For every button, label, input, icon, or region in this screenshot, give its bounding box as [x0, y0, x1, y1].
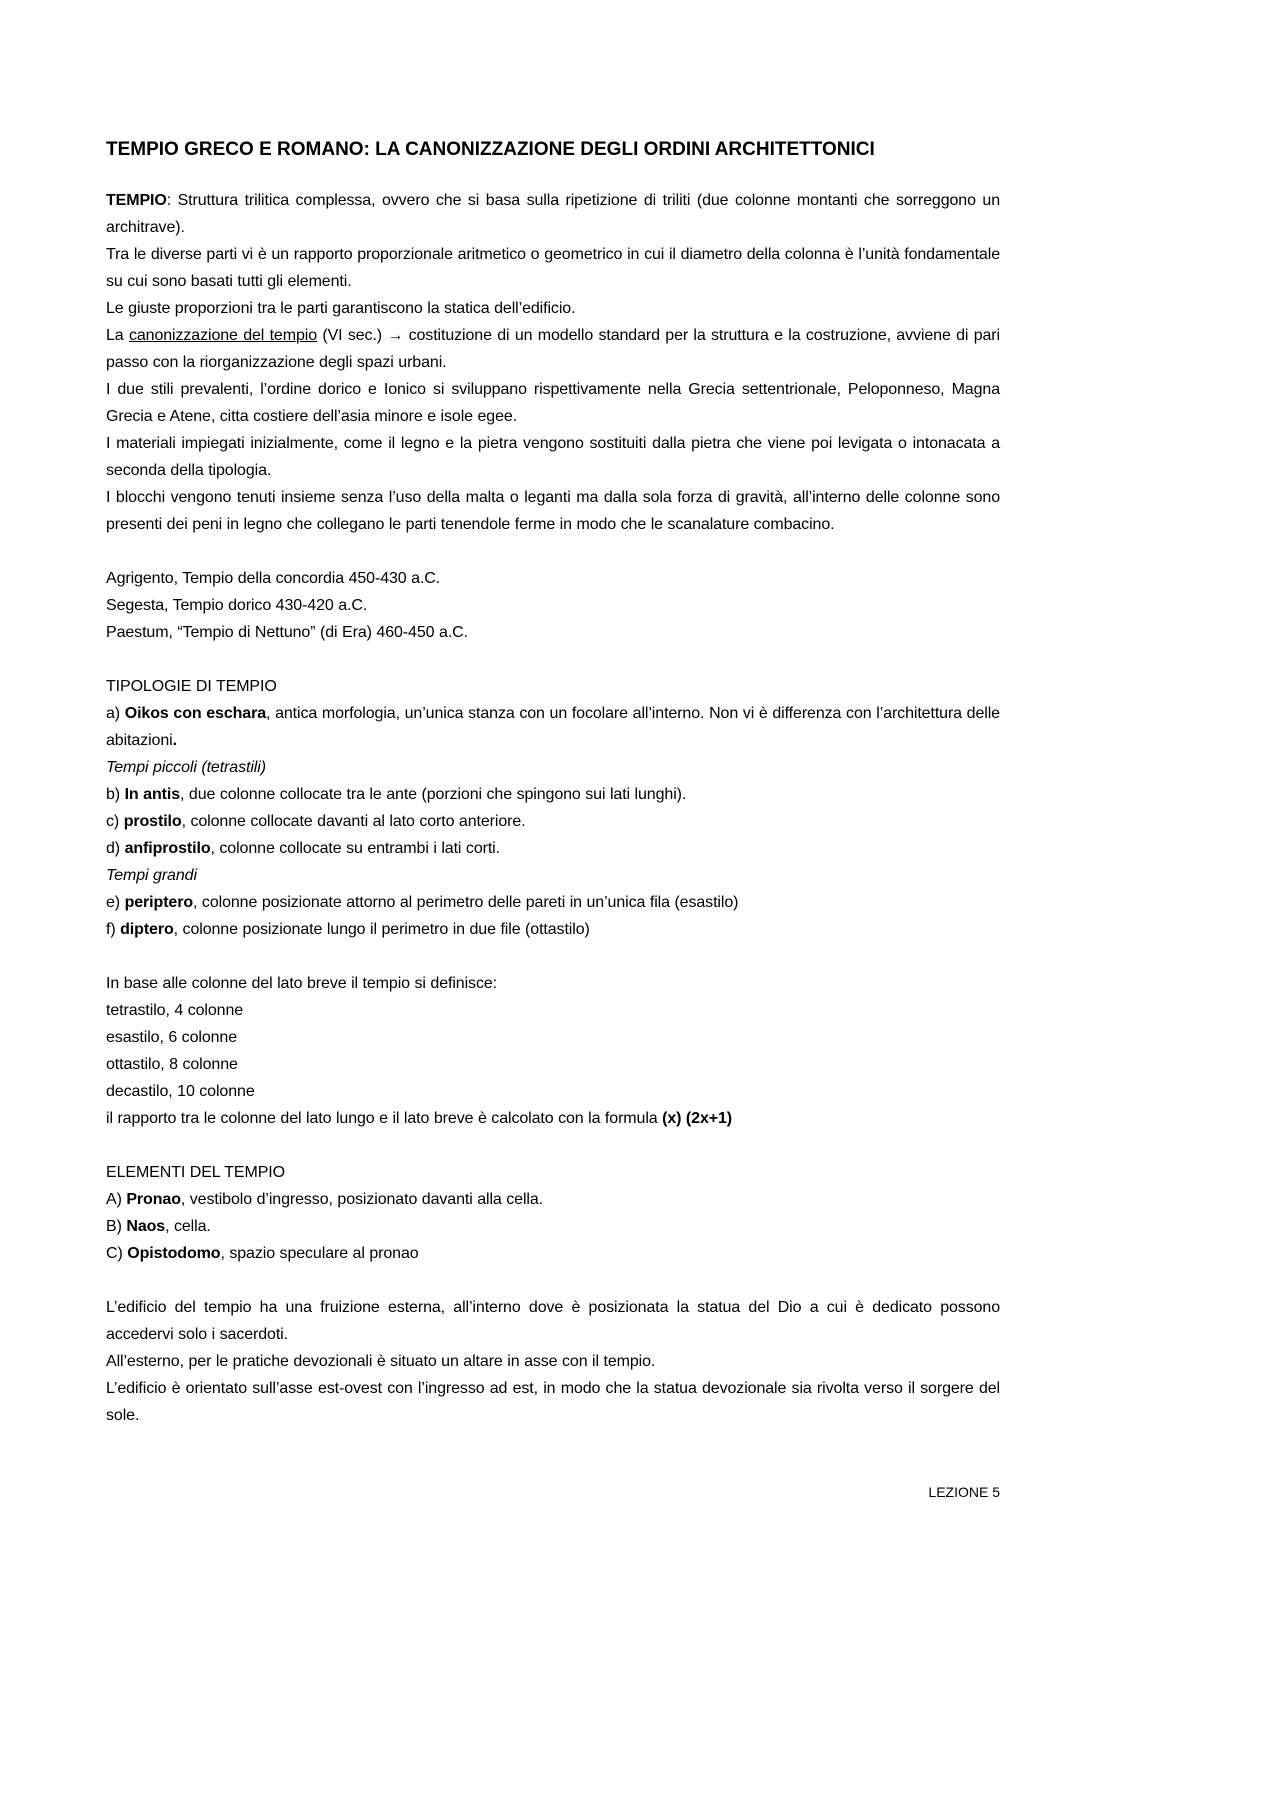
text-run: Tempi grandi — [106, 867, 197, 884]
text-run: A) — [106, 1191, 127, 1208]
text-run: Segesta, Tempio dorico 430-420 a.C. — [106, 597, 368, 614]
paragraph — [106, 970, 1000, 997]
text-run: il rapporto tra le colonne del lato lungo e il lato breve è calcolato con la formula — [106, 1110, 663, 1127]
text-run: Opistodomo — [127, 1245, 221, 1262]
text-run: canonizzazione del tempio — [128, 327, 318, 344]
text-run: In base alle colonne del lato breve il tempio si definisce: — [106, 975, 497, 992]
text-run: ottastilo, 8 colonne — [106, 1056, 238, 1073]
text-run: (x) (2x+1) — [662, 1110, 733, 1127]
text-run: , antica morfologia, un’unica stanza con un focolare all’interno. Non vi è differenza con l’architettura delle abitazioni — [106, 705, 1000, 749]
text-run: e) — [106, 894, 125, 911]
paragraph — [106, 1159, 1000, 1186]
paragraph — [106, 592, 1000, 619]
paragraph — [106, 1186, 1000, 1213]
page-title: TEMPIO GRECO E ROMANO: LA CANONIZZAZIONE DEGLI ORDINI ARCHITETTONICI — [106, 139, 875, 160]
paragraph — [106, 673, 1000, 700]
paragraph-spacer — [106, 538, 1000, 565]
text-run: c) — [106, 813, 124, 830]
paragraph — [106, 1213, 1000, 1240]
text-run: La — [106, 327, 129, 344]
text-run: B) — [106, 1218, 127, 1235]
text-run: prostilo — [123, 813, 182, 830]
text-run: ELEMENTI DEL TEMPIO — [106, 1164, 285, 1181]
text-run: I materiali impiegati inizialmente, come il legno e la pietra vengono sostituiti dalla pietra che viene poi levigata o intonacata a seconda della tipologia. — [106, 435, 1000, 479]
text-run: , spazio speculare al pronao — [220, 1245, 419, 1262]
text-run: L’edificio del tempio ha una fruizione esterna, all’interno dove è posizionata la statua del Dio a cui è dedicato possono accedervi solo i sacerdoti. — [106, 1299, 1000, 1343]
text-run: I due stili prevalenti, l’ordine dorico e Ionico si sviluppano rispettivamente nella Grecia settentrionale, Peloponneso, Magna Grecia e Atene, citta costiere dell’asia minore e isole egee. — [106, 381, 1000, 425]
text-run: Le giuste proporzioni tra le parti garantiscono la statica dell’edificio. — [106, 300, 576, 317]
paragraph — [106, 241, 1000, 295]
paragraph-spacer — [106, 1267, 1000, 1294]
paragraph — [106, 376, 1000, 430]
paragraph — [106, 916, 1000, 943]
paragraph — [106, 1375, 1000, 1429]
text-run: TEMPIO — [106, 192, 167, 209]
paragraph — [106, 781, 1000, 808]
paragraph — [106, 808, 1000, 835]
paragraph-spacer — [106, 1132, 1000, 1159]
text-run: Tra le diverse parti vi è un rapporto proporzionale aritmetico o geometrico in cui il diametro della colonna è l’unità fondamentale su cui sono basati tutti gli elementi. — [106, 246, 1000, 290]
text-run: Pronao — [126, 1191, 181, 1208]
text-run: Naos — [126, 1218, 166, 1235]
text-run: C) — [106, 1245, 128, 1262]
paragraph — [106, 1240, 1000, 1267]
text-run: periptero — [124, 894, 194, 911]
paragraph — [106, 1294, 1000, 1348]
page-footer: LEZIONE 5 — [928, 1484, 1000, 1500]
text-run: Agrigento, Tempio della concordia 450-430 a.C. — [106, 570, 441, 587]
text-run: : Struttura trilitica complessa, ovvero che si basa sulla ripetizione di triliti (due colonne montanti che sorreggono un architrave). — [106, 192, 1000, 236]
text-run: , due colonne collocate tra le ante (porzioni che spingono sui lati lunghi). — [180, 786, 687, 803]
document-body — [106, 187, 1000, 1429]
paragraph — [106, 700, 1000, 754]
text-run: Tempi piccoli (tetrastili) — [106, 759, 266, 776]
text-run: Oikos con eschara — [124, 705, 267, 722]
paragraph — [106, 1024, 1000, 1051]
paragraph — [106, 295, 1000, 322]
text-run: , colonne posizionate attorno al perimetro delle pareti in un’unica fila (esastilo) — [193, 894, 739, 911]
paragraph — [106, 1348, 1000, 1375]
text-run: TIPOLOGIE DI TEMPIO — [106, 678, 277, 695]
paragraph — [106, 484, 1000, 538]
text-run: , vestibolo d’ingresso, posizionato davanti alla cella. — [180, 1191, 544, 1208]
text-run: I blocchi vengono tenuti insieme senza l’uso della malta o leganti ma dalla sola forza di gravità, all’interno delle colonne sono presenti dei peni in legno che collegano le parti tenendole ferme in modo che le scanalature combacino. — [106, 489, 1000, 533]
text-run: anfiprostilo — [124, 840, 211, 857]
text-run: Paestum, “Tempio di Nettuno” (di Era) 460-450 a.C. — [106, 624, 468, 641]
paragraph — [106, 997, 1000, 1024]
paragraph — [106, 835, 1000, 862]
text-run: All’esterno, per le pratiche devozionali è situato un altare in asse con il tempio. — [106, 1353, 656, 1370]
text-run: , colonne collocate davanti al lato corto anteriore. — [181, 813, 526, 830]
paragraph — [106, 889, 1000, 916]
paragraph — [106, 187, 1000, 241]
text-run: L’edificio è orientato sull’asse est-ovest con l’ingresso ad est, in modo che la statua devozionale sia rivolta verso il sorgere del sole. — [106, 1380, 1000, 1424]
text-run: diptero — [120, 921, 174, 938]
paragraph — [106, 1105, 1000, 1132]
paragraph — [106, 430, 1000, 484]
text-run: decastilo, 10 colonne — [106, 1083, 255, 1100]
paragraph — [106, 619, 1000, 646]
paragraph — [106, 565, 1000, 592]
text-run: In antis — [124, 786, 180, 803]
text-run: (VI sec.) → costituzione di un modello standard per la struttura e la costruzione, avviene di pari passo con la riorganizzazione degli spazi urbani. — [106, 327, 1000, 371]
text-run: a) — [106, 705, 125, 722]
paragraph-spacer — [106, 943, 1000, 970]
text-run: b) — [106, 786, 125, 803]
text-run: , cella. — [165, 1218, 211, 1235]
text-run: , colonne posizionate lungo il perimetro in due file (ottastilo) — [173, 921, 590, 938]
text-run: . — [172, 732, 177, 749]
text-run: tetrastilo, 4 colonne — [106, 1002, 244, 1019]
text-run: d) — [106, 840, 125, 857]
text-run: f) — [106, 921, 121, 938]
paragraph — [106, 862, 1000, 889]
text-run: , colonne collocate su entrambi i lati corti. — [210, 840, 500, 857]
paragraph — [106, 322, 1000, 376]
paragraph-spacer — [106, 646, 1000, 673]
paragraph — [106, 1078, 1000, 1105]
text-run: esastilo, 6 colonne — [106, 1029, 238, 1046]
paragraph — [106, 754, 1000, 781]
paragraph — [106, 1051, 1000, 1078]
